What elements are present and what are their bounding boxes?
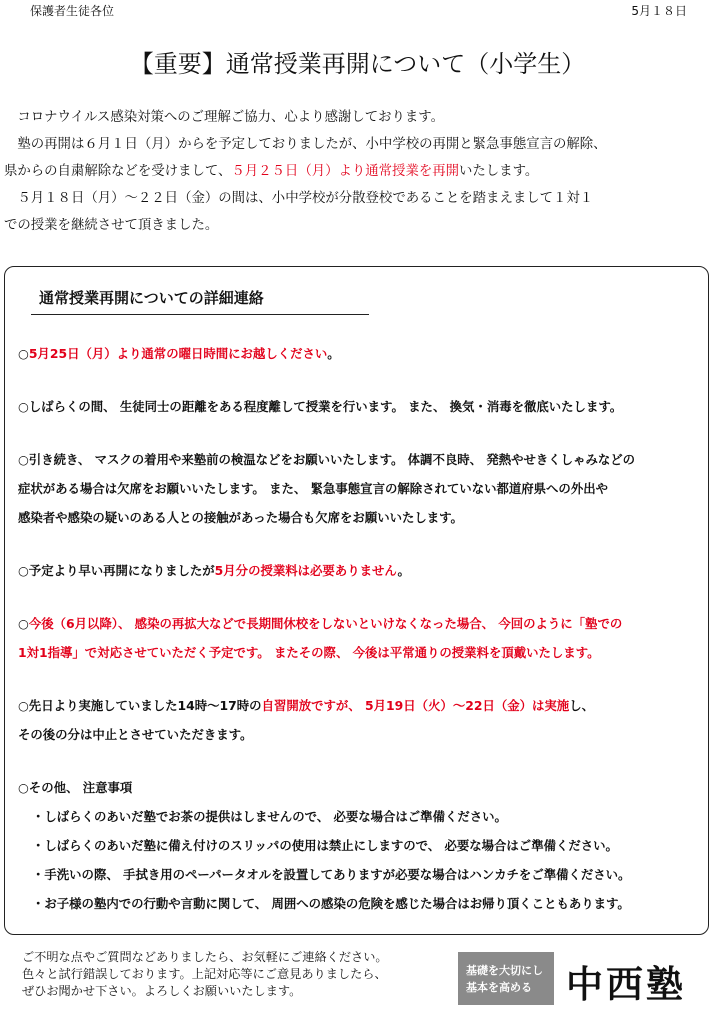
date-label: 5月１８日: [631, 4, 687, 18]
detail-text: 症状がある場合は欠席をお願いいたします。 また、 緊急事態宣言の解除されていない都道府県への外出や: [18, 481, 608, 496]
detail-item: [18, 445, 708, 532]
detail-highlight: 自習開放ですが、 5月19日（火）～22日（金）は実施: [261, 698, 570, 713]
footer-line: 色々と試行錯誤しております。上記対応等にご意見ありましたら、: [22, 967, 387, 981]
detail-highlight: 5月分の授業料は必要ありません: [214, 563, 398, 578]
detail-item: [18, 556, 708, 585]
slogan-line: 基礎を大切にし: [466, 963, 543, 977]
intro-line: [4, 158, 712, 185]
footer-message: [22, 949, 388, 1000]
detail-text: その後の分は中止とさせていただきます。: [18, 727, 253, 742]
notes-section: [18, 773, 708, 918]
detail-text: 感染者や感染の疑いのある人との接触があった場合も欠席をお願いいたします。: [18, 510, 463, 525]
detail-item: [18, 609, 708, 667]
bullet-mark: ○: [18, 346, 29, 361]
intro-line: コロナウイルス感染対策へのご理解ご協力、心より感謝しております。: [4, 110, 445, 125]
detail-text: ○引き続き、 マスクの着用や来塾前の検温などをお願いいたします。 体調不良時、 発熱やせきくしゃみなどの: [18, 452, 636, 467]
intro-line: 塾の再開は６月１日（月）からを予定しておりましたが、小中学校の再開と緊急事態宣言の解除、: [4, 137, 607, 152]
bullet-mark: ○: [18, 616, 29, 631]
page-title: 【重要】通常授業再開について（小学生）: [129, 50, 586, 78]
detail-item: ○しばらくの間、 生徒同士の距離をある程度離して授業を行います。 また、 換気・消毒を徹底いたします。: [18, 399, 623, 414]
footer-line: ご不明な点やご質問などありましたら、お気軽にご連絡ください。: [22, 950, 388, 964]
note-item: ・お子様の塾内での行動や言動に関して、 周囲への感染の危険を感じた場合はお帰り頂くこともあります。: [32, 896, 630, 911]
detail-text: し、: [569, 698, 594, 713]
details-items: [18, 339, 708, 918]
details-heading: 通常授業再開についての詳細連絡: [31, 287, 369, 315]
note-item: ・しばらくのあいだ塾に備え付けのスリッパの使用は禁止にしますので、 必要な場合はご準備ください。: [32, 838, 618, 853]
footer-line: ぜひお聞かせ下さい。よろしくお願いいたします。: [22, 984, 302, 998]
details-box: [4, 266, 709, 935]
notes-heading: ○その他、 注意事項: [18, 780, 133, 795]
detail-item: [18, 691, 708, 749]
intro-line: ５月１８日（月）～２２日（金）の間は、小中学校が分散登校であることを踏まえまして１対１: [4, 191, 594, 206]
detail-text: ○先日より実施していました14時～17時の: [18, 698, 262, 713]
intro-section: [4, 104, 712, 239]
note-item: ・しばらくのあいだ塾でお茶の提供はしませんので、 必要な場合はご準備ください。: [32, 809, 507, 824]
detail-highlight: 1対1指導」で対応させていただく予定です。 またその際、 今後は平常通りの授業料を頂戴いたします。: [18, 645, 600, 660]
detail-text: ○予定より早い再開になりましたが: [18, 563, 215, 578]
detail-highlight: 5月25日（月）より通常の曜日時間にお越しください: [28, 346, 328, 361]
note-item: ・手洗いの際、 手拭き用のペーパータオルを設置してありますが必要な場合はハンカチをご準備ください。: [32, 867, 631, 882]
detail-item: [18, 339, 708, 368]
slogan-line: 基本を高める: [466, 980, 532, 994]
brand-logo: 中西塾: [566, 963, 686, 1006]
recipient-label: 保護者生徒各位: [30, 4, 115, 18]
intro-line: での授業を継続させて頂きました。: [4, 218, 219, 233]
intro-highlight: ５月２５日（月）より通常授業を再開: [231, 164, 460, 179]
intro-text: いたします。: [459, 164, 539, 179]
intro-text: 県からの自粛解除などを受けまして、: [4, 164, 232, 179]
detail-highlight: 今後（6月以降）、 感染の再拡大などで長期間休校をしないといけなくなった場合、 今回のように「塾での: [28, 616, 623, 631]
slogan-badge: [458, 952, 554, 1005]
detail-text: 。: [327, 346, 340, 361]
detail-text: 。: [397, 563, 410, 578]
